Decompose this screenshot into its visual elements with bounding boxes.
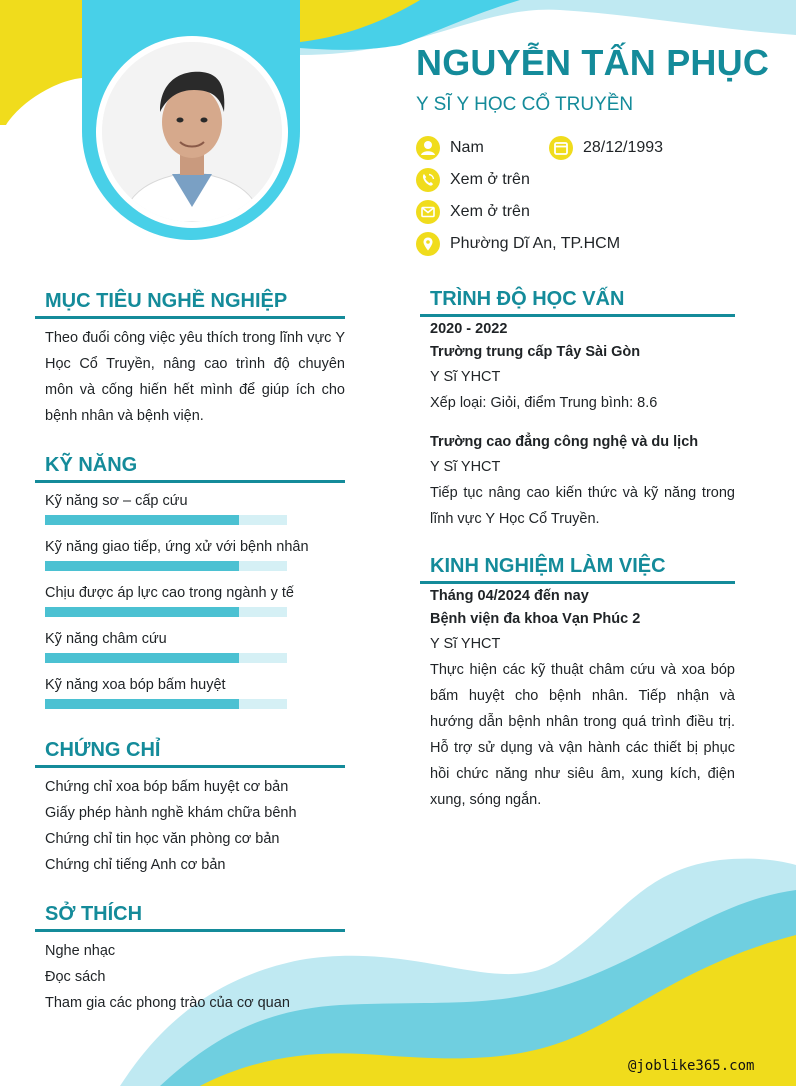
phone-row xyxy=(416,168,530,192)
experience-company: Bệnh viện đa khoa Vạn Phúc 2 xyxy=(430,611,641,627)
skill-label: Kỹ năng xoa bóp bấm huyệt xyxy=(45,677,226,693)
education-title: TRÌNH ĐỘ HỌC VẤN xyxy=(430,288,625,310)
person-icon xyxy=(102,42,282,222)
education-school: Trường trung cấp Tây Sài Gòn xyxy=(430,344,641,360)
birthdate-row xyxy=(549,136,663,160)
skill-bar xyxy=(45,561,287,571)
experience-description: Thực hiện các kỹ thuật châm cứu và xoa bóp bấm huyệt cho bệnh nhân. Tiếp nhận và hướng dẫn bệnh nhân trong quá trình điều trị. Hỗ trợ sử dụng và vận hành các thiết bị phục hồi chức năng như siêu âm, xung kích, điện xung, sóng ngắn. xyxy=(430,662,735,808)
phone-icon xyxy=(416,168,440,192)
objective-title: MỤC TIÊU NGHỀ NGHIỆP xyxy=(45,290,288,312)
hobby-item: Nghe nhạc xyxy=(45,943,116,959)
profile-photo xyxy=(102,42,282,222)
email-row xyxy=(416,200,530,224)
skill-label: Kỹ năng châm cứu xyxy=(45,631,167,647)
skill-bar xyxy=(45,607,287,617)
education-period: 2020 - 2022 xyxy=(430,321,508,337)
education-school: Trường cao đẳng công nghệ và du lịch xyxy=(430,434,699,450)
education-note: Xếp loại: Giỏi, điểm Trung bình: 8.6 xyxy=(430,395,658,411)
candidate-role: Y SĨ Y HỌC CỔ TRUYỀN xyxy=(416,94,634,115)
gender-value: Nam xyxy=(450,139,484,156)
hobby-item: Đọc sách xyxy=(45,969,106,985)
experience-position: Y Sĩ YHCT xyxy=(430,636,501,652)
experience-divider xyxy=(420,581,735,584)
experience-period: Tháng 04/2024 đến nay xyxy=(430,588,589,604)
certificates-divider xyxy=(35,765,345,768)
skill-bar-fill xyxy=(45,699,239,709)
email-value: Xem ở trên xyxy=(450,203,530,220)
email-icon xyxy=(416,200,440,224)
skill-bar xyxy=(45,699,287,709)
skill-label: Kỹ năng sơ – cấp cứu xyxy=(45,493,188,509)
gender-row xyxy=(416,136,484,160)
education-note: Tiếp tục nâng cao kiến thức và kỹ năng trong lĩnh vực Y Học Cổ Truyền. xyxy=(430,485,735,527)
certificate-item: Chứng chỉ tiếng Anh cơ bản xyxy=(45,857,226,873)
hobbies-divider xyxy=(35,929,345,932)
education-major: Y Sĩ YHCT xyxy=(430,459,501,475)
certificate-item: Giấy phép hành nghề khám chữa bênh xyxy=(45,805,297,821)
skill-bar xyxy=(45,515,287,525)
objective-text: Theo đuổi công việc yêu thích trong lĩnh vực Y Học Cổ Truyền, nâng cao trình độ chuyên môn và cống hiến hết mình để giúp ích cho bệnh nhân và bệnh viện. xyxy=(45,330,345,424)
phone-value: Xem ở trên xyxy=(450,171,530,188)
skills-title: KỸ NĂNG xyxy=(45,454,138,476)
skill-bar xyxy=(45,653,287,663)
watermark: @joblike365.com xyxy=(628,1058,755,1074)
objective-divider xyxy=(35,316,345,319)
skill-bar-fill xyxy=(45,653,239,663)
education-divider xyxy=(420,314,735,317)
experience-title: KINH NGHIỆM LÀM VIỆC xyxy=(430,555,666,577)
hobbies-title: SỞ THÍCH xyxy=(45,903,143,925)
user-icon xyxy=(416,136,440,160)
certificates-title: CHỨNG CHỈ xyxy=(45,739,161,761)
certificate-item: Chứng chỉ xoa bóp bấm huyệt cơ bản xyxy=(45,779,289,795)
birthdate-value: 28/12/1993 xyxy=(583,139,664,156)
skills-divider xyxy=(35,480,345,483)
certificate-item: Chứng chỉ tin học văn phòng cơ bản xyxy=(45,831,280,847)
skill-bar-fill xyxy=(45,607,239,617)
address-row xyxy=(416,232,620,256)
education-major: Y Sĩ YHCT xyxy=(430,369,501,385)
skill-label: Chịu được áp lực cao trong ngành y tế xyxy=(45,585,294,601)
address-value: Phường Dĩ An, TP.HCM xyxy=(450,235,621,252)
candidate-name: NGUYỄN TẤN PHỤC xyxy=(416,42,770,83)
hobby-item: Tham gia các phong trào của cơ quan xyxy=(45,995,290,1011)
skill-label: Kỹ năng giao tiếp, ứng xử với bệnh nhân xyxy=(45,539,309,555)
calendar-icon xyxy=(549,136,573,160)
location-icon xyxy=(416,232,440,256)
skill-bar-fill xyxy=(45,515,239,525)
skill-bar-fill xyxy=(45,561,239,571)
